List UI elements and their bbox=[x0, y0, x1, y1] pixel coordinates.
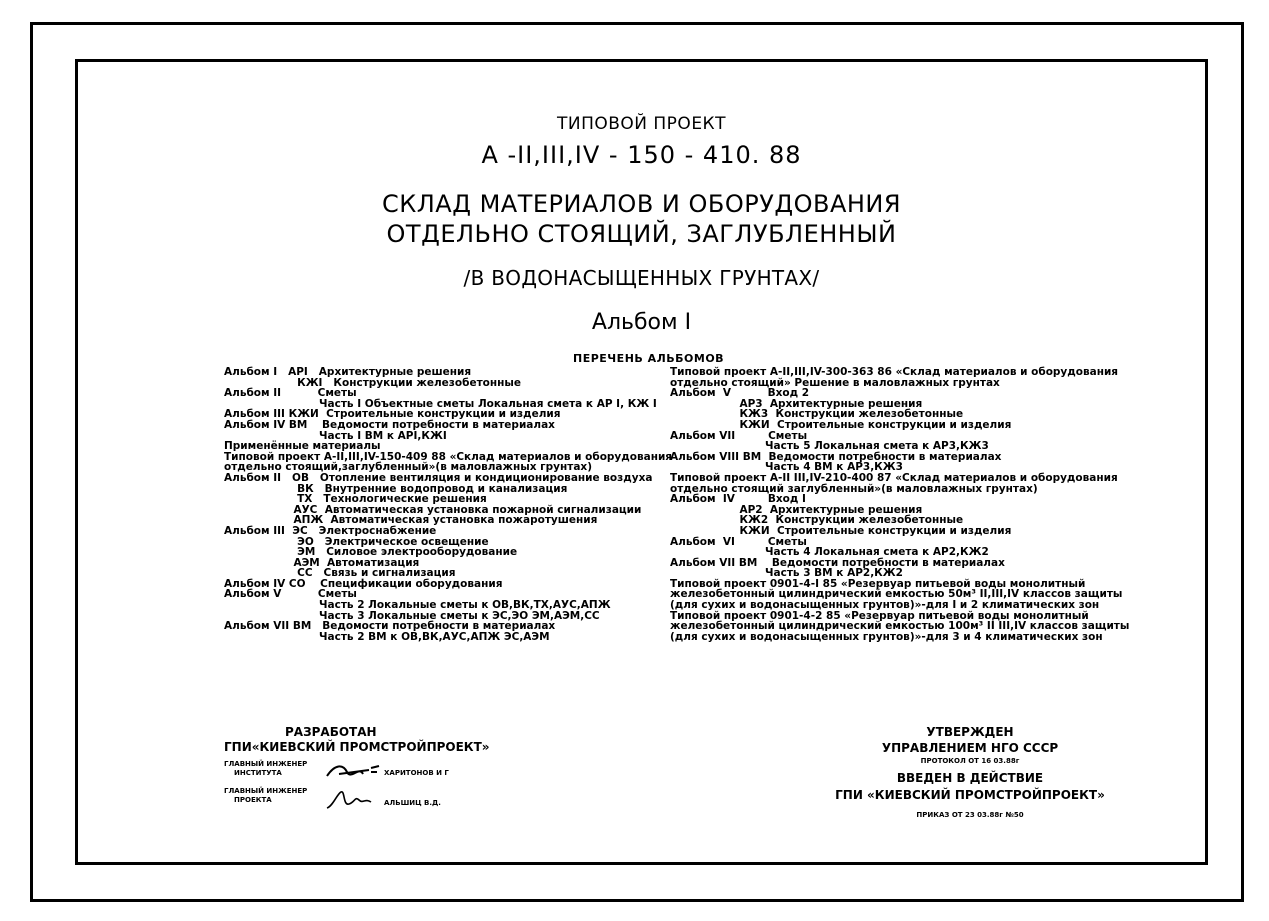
list-line: Часть 2 ВМ к ОВ,ВК,АУС,АПЖ ЭС,АЭМ bbox=[224, 630, 550, 643]
project-type: ТИПОВОЙ ПРОЕКТ bbox=[556, 114, 727, 134]
signature-2-icon bbox=[325, 786, 375, 814]
list-line: Альбом V Сметы bbox=[224, 588, 357, 601]
list-line: Альбом II ОВ Отопление вентиляция и кондиционирование воздуха bbox=[224, 471, 653, 484]
approval-protocol: ПРОТОКОЛ ОТ 16 03.88г bbox=[920, 757, 1020, 765]
project-code: А -II,III,IV - 150 - 410. 88 bbox=[481, 141, 802, 169]
list-line: отдельно стоящий,заглубленный»(в маловлажных грунтах) bbox=[224, 461, 592, 474]
chief-engineer-institute-role bbox=[224, 760, 314, 778]
list-line: Типовой проект А-II III,IV-210-400 87 «Склад материалов и оборудования bbox=[670, 471, 1118, 484]
list-line: Альбом III КЖИ Строительные конструкции и изделия bbox=[224, 408, 561, 421]
role-line: ГЛАВНЫЙ ИНЖЕНЕР bbox=[224, 760, 308, 768]
album-number: Альбом I bbox=[591, 310, 692, 335]
list-line: ЭО Электрическое освещение bbox=[224, 535, 489, 548]
list-line: Альбом IV СО Спецификации оборудования bbox=[224, 577, 503, 590]
list-line: Часть 3 Локальные сметы к ЭС,ЭО ЭМ,АЭМ,СС bbox=[224, 609, 600, 622]
list-line: КЖИ Строительные конструкции и изделия bbox=[670, 524, 1012, 537]
list-line: АЭМ Автоматизация bbox=[224, 556, 420, 569]
enacted-org: ГПИ «КИЕВСКИЙ ПРОМСТРОЙПРОЕКТ» bbox=[835, 788, 1105, 802]
albums-list-left bbox=[224, 366, 673, 643]
role-line: ИНСТИТУТА bbox=[234, 769, 282, 777]
list-line: АР3 Архитектурные решения bbox=[670, 397, 923, 410]
list-line: КЖИ Строительные конструкции и изделия bbox=[670, 418, 1012, 431]
role-line: ГЛАВНЫЙ ИНЖЕНЕР bbox=[224, 787, 308, 795]
list-line: Альбом VII Сметы bbox=[670, 429, 808, 442]
list-line: Альбом IV ВМ Ведомости потребности в материалах bbox=[224, 418, 555, 431]
list-line: Альбом V Вход 2 bbox=[670, 387, 810, 400]
list-line: ВК Внутренние водопровод и канализация bbox=[224, 482, 568, 495]
signatory-name-1: ХАРИТОНОВ И Г bbox=[384, 769, 449, 777]
list-line: железобетонный цилиндрический емкостью 100м³ II III,IV классов защиты bbox=[670, 620, 1130, 633]
list-line: Типовой проект 0901-4-2 85 «Резервуар питьевой воды монолитный bbox=[670, 609, 1089, 622]
albums-list-title: ПЕРЕЧЕНЬ АЛЬБОМОВ bbox=[573, 352, 725, 365]
list-line: Альбом VIII ВМ Ведомости потребности в материалах bbox=[670, 450, 1002, 463]
approval-heading: УТВЕРЖДЕН bbox=[926, 725, 1014, 739]
list-line: (для сухих и водонасыщенных грунтов)»-для I и 2 климатических зон bbox=[670, 599, 1100, 612]
list-line: Альбом VI Сметы bbox=[670, 535, 807, 548]
list-line: Альбом III ЭС Электроснабжение bbox=[224, 524, 437, 537]
title-line-1: СКЛАД МАТЕРИАЛОВ И ОБОРУДОВАНИЯ bbox=[381, 190, 902, 218]
list-line: Часть I Объектные сметы Локальная смета к АР I, КЖ I bbox=[224, 397, 657, 410]
signatory-name-2: АЛЬШИЦ В.Д. bbox=[384, 799, 441, 807]
developer-heading: РАЗРАБОТАН bbox=[285, 725, 377, 739]
list-line: Часть 3 ВМ к АР2,КЖ2 bbox=[670, 567, 903, 580]
list-line: Альбом IV Вход I bbox=[670, 493, 806, 506]
list-line: отдельно стоящий» Решение в маловлажных грунтах bbox=[670, 376, 1000, 389]
list-line: АР2 Архитектурные решения bbox=[670, 503, 923, 516]
chief-engineer-project-role bbox=[224, 787, 314, 805]
subtitle: /В ВОДОНАСЫЩЕННЫХ ГРУНТАХ/ bbox=[463, 266, 820, 290]
approval-body: УПРАВЛЕНИЕМ НГО СССР bbox=[881, 741, 1059, 755]
list-line: (для сухих и водонасыщенных грунтов)»-для 3 и 4 климатических зон bbox=[670, 630, 1103, 643]
list-line: Часть 2 Локальные сметы к ОВ,ВК,ТХ,АУС,АПЖ bbox=[224, 599, 611, 612]
list-line: Часть 5 Локальная смета к АР3,КЖ3 bbox=[670, 440, 989, 453]
list-line: Альбом VII ВМ Ведомости потребности в материалах bbox=[670, 556, 1005, 569]
list-line: АУС Автоматическая установка пожарной сигнализации bbox=[224, 503, 642, 516]
list-line: Альбом VII ВМ Ведомости потребности в материалах bbox=[224, 620, 556, 633]
list-line: Часть 4 ВМ к АР3,КЖ3 bbox=[670, 461, 903, 474]
list-line: Типовой проект 0901-4-I 85 «Резервуар питьевой воды монолитный bbox=[670, 577, 1086, 590]
list-line: Альбом II Сметы bbox=[224, 387, 357, 400]
list-line: Типовой проект А-II,III,IV-150-409 88 «Склад материалов и оборудования bbox=[224, 450, 673, 463]
albums-list-right bbox=[670, 366, 1130, 643]
list-line: отдельно стоящий заглубленный»(в маловлажных грунтах) bbox=[670, 482, 1038, 495]
developer-org: ГПИ«КИЕВСКИЙ ПРОМСТРОЙПРОЕКТ» bbox=[224, 740, 490, 754]
list-line: Типовой проект А-II,III,IV-300-363 86 «Склад материалов и оборудования bbox=[670, 366, 1119, 378]
list-line: КЖ2 Конструкции железобетонные bbox=[670, 514, 964, 527]
list-line: ЭМ Силовое электрооборудование bbox=[224, 546, 518, 559]
list-line: КЖI Конструкции железобетонные bbox=[224, 376, 521, 389]
list-line: Применённые материалы bbox=[224, 440, 381, 453]
list-line: КЖ3 Конструкции железобетонные bbox=[670, 408, 964, 421]
list-line: СС Связь и сигнализация bbox=[224, 567, 456, 580]
title-line-2: ОТДЕЛЬНО СТОЯЩИЙ, ЗАГЛУБЛЕННЫЙ bbox=[386, 220, 897, 248]
list-line: АПЖ Автоматическая установка пожаротушения bbox=[224, 514, 598, 527]
enacted-heading: ВВЕДЕН В ДЕЙСТВИЕ bbox=[896, 771, 1044, 785]
list-line: Часть 4 Локальная смета к АР2,КЖ2 bbox=[670, 546, 989, 559]
list-line: Часть I ВМ к АРI,КЖI bbox=[224, 429, 447, 442]
list-line: ТХ Технологические решения bbox=[224, 493, 487, 506]
list-line: железобетонный цилиндрический емкостью 50м³ II,III,IV классов защиты bbox=[670, 588, 1123, 601]
role-line: ПРОЕКТА bbox=[234, 796, 272, 804]
list-line: Альбом I АРI Архитектурные решения bbox=[224, 366, 472, 378]
signature-1-icon bbox=[325, 760, 383, 782]
enacted-order: ПРИКАЗ ОТ 23 03.88г №50 bbox=[916, 811, 1024, 819]
